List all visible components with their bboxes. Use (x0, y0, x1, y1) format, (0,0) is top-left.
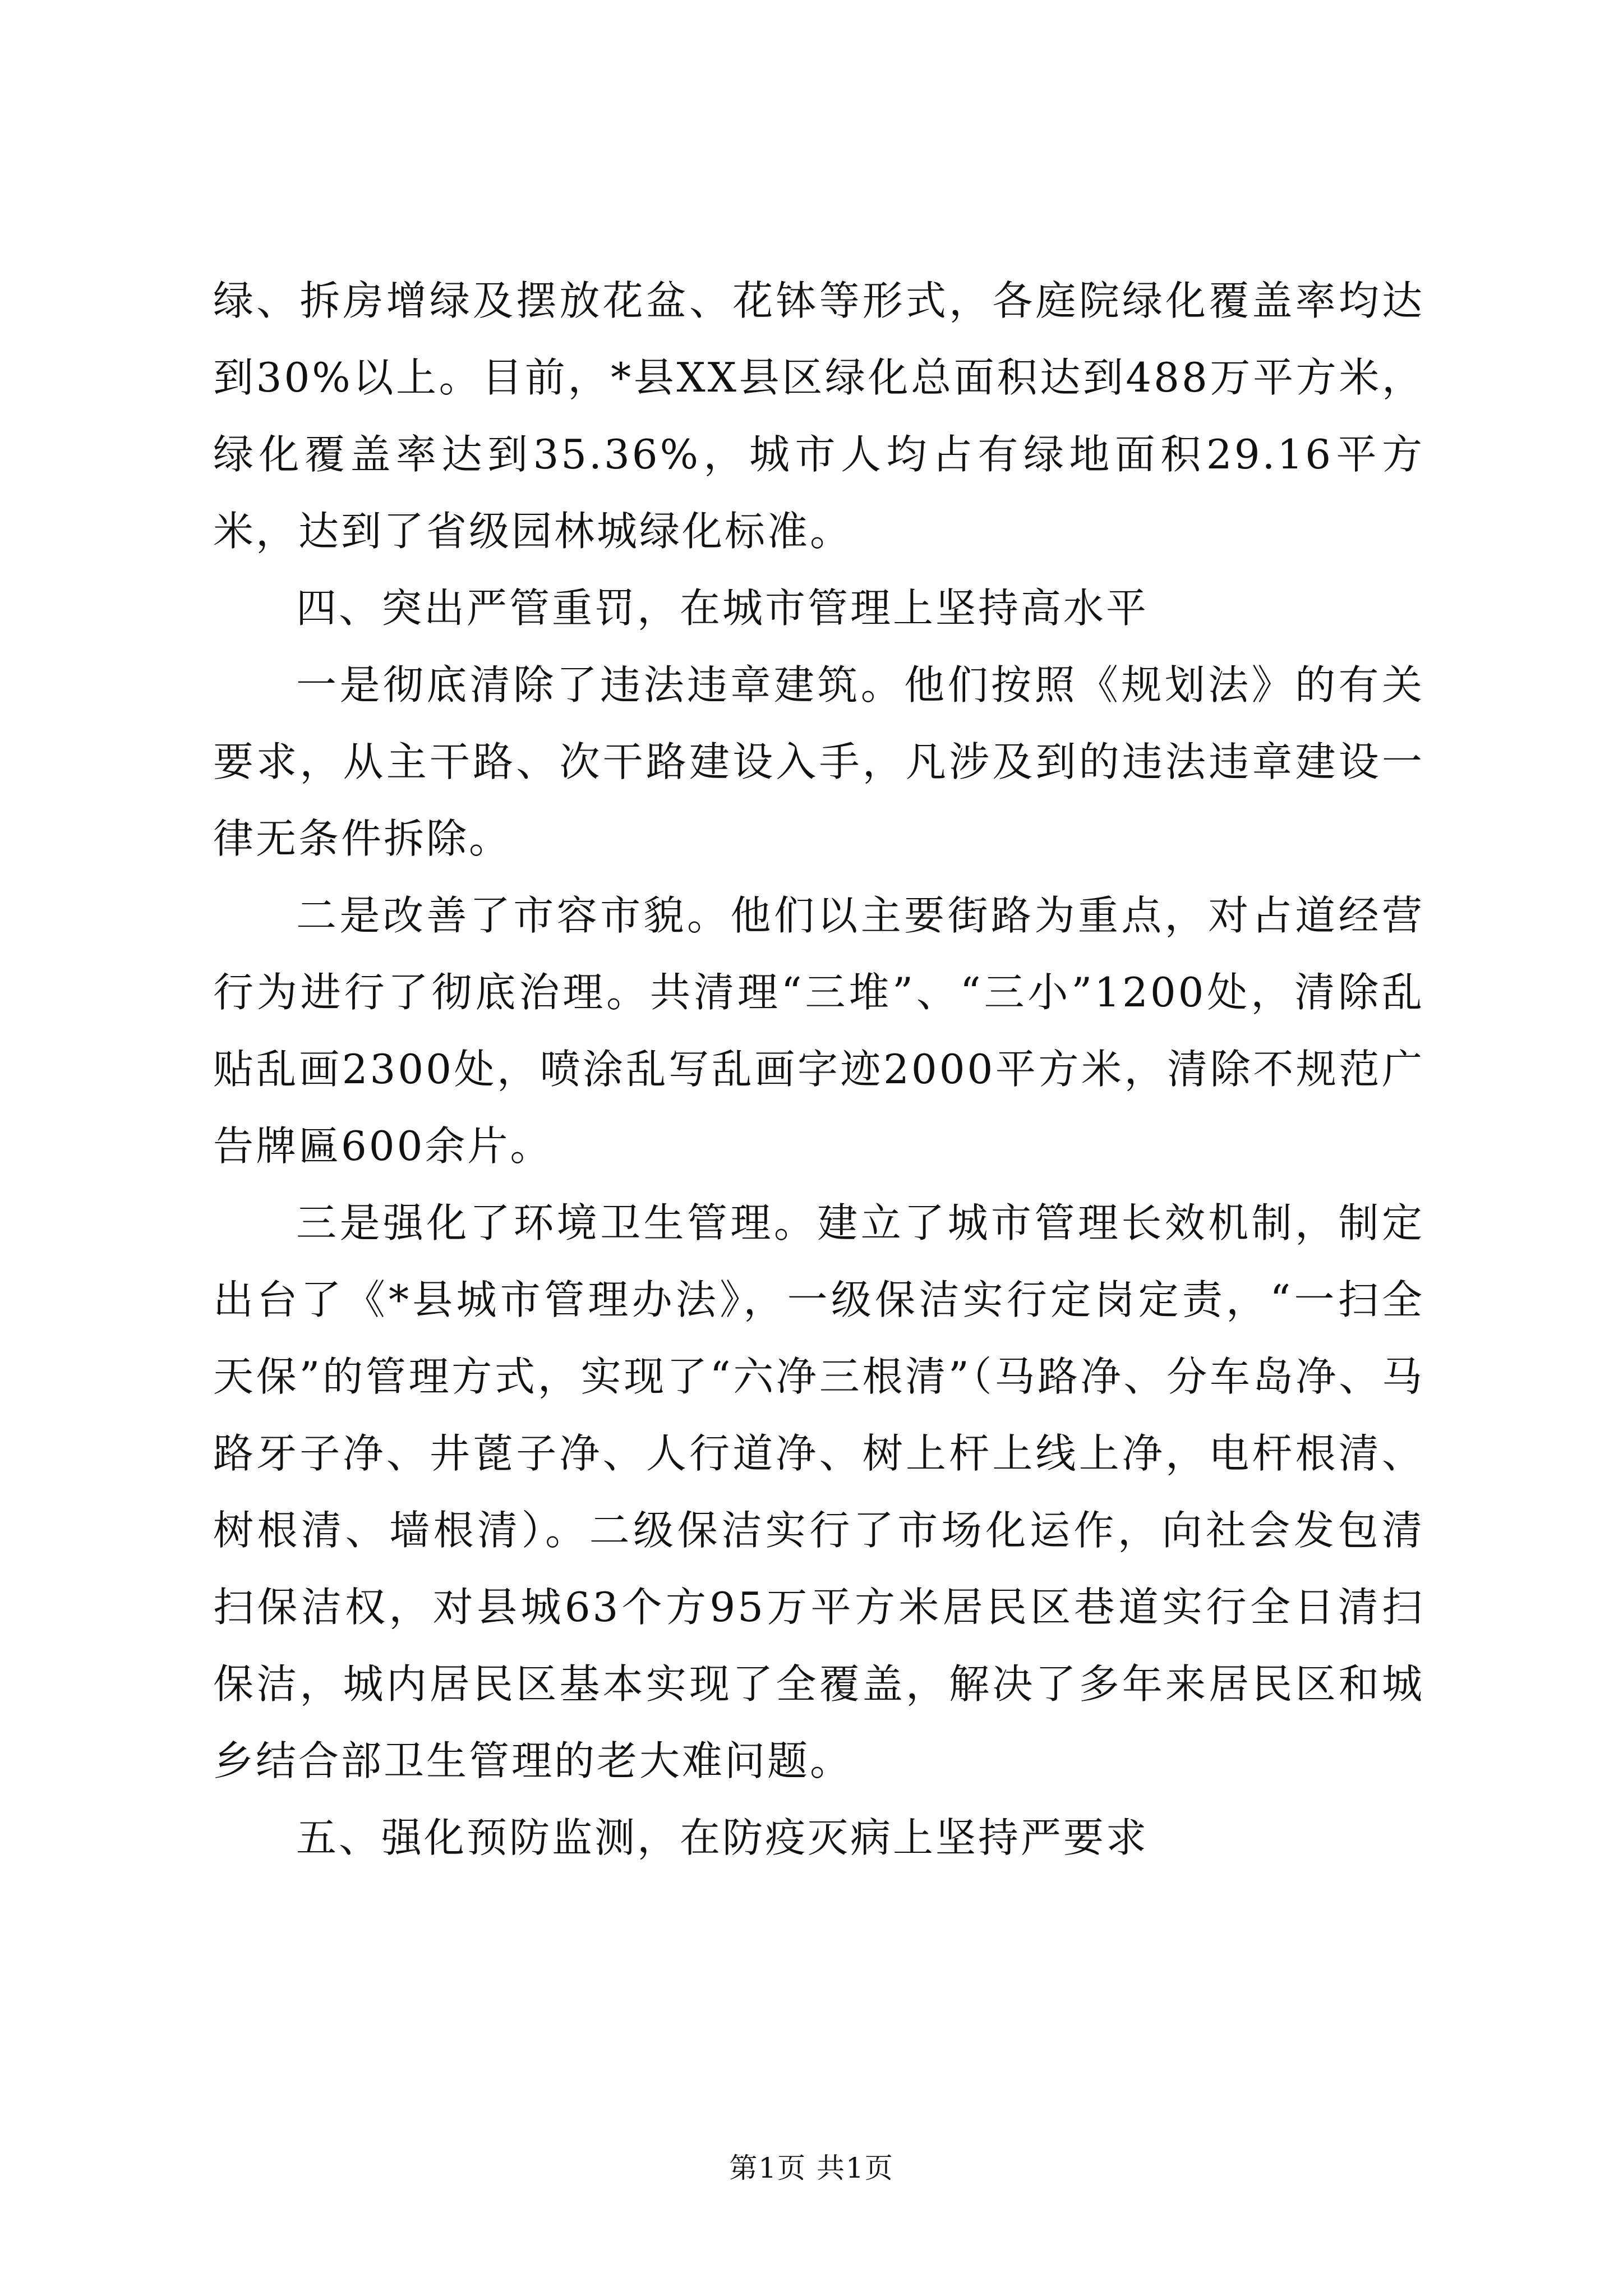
paragraph-greening-results: 绿、拆房增绿及摆放花盆、花钵等形式，各庭院绿化覆盖率均达到30%以上。目前，*县XX县区绿化总面积达到488万平方米，绿化覆盖率达到35.36%，城市人均占有绿地面积29.16平方米，达到了省级园林城绿化标准。 (213, 277, 1424, 555)
paragraph-illegal-buildings: 一是彻底清除了违法违章建筑。他们按照《规划法》的有关要求，从主干路、次干路建设入手，凡涉及到的违法违章建设一律无条件拆除。 (213, 661, 1424, 862)
section-heading-city-management: 四、突出严管重罚，在城市管理上坚持高水平 (296, 585, 1149, 632)
section-heading-epidemic-prevention: 五、强化预防监测，在防疫灭病上坚持严要求 (296, 1814, 1149, 1861)
page-number-footer: 第1页 共1页 (729, 2152, 894, 2184)
paragraph-city-appearance: 二是改善了市容市貌。他们以主要街路为重点，对占道经营行为进行了彻底治理。共清理“三堆”、“三小”1200处，清除乱贴乱画2300处，喷涂乱写乱画字迹2000平方米，清除不规范广告牌匾600余片。 (213, 892, 1424, 1170)
document-body (213, 263, 1424, 1876)
paragraph-sanitation-management: 三是强化了环境卫生管理。建立了城市管理长效机制，制定出台了《*县城市管理办法》，一级保洁实行定岗定责，“一扫全天保”的管理方式，实现了“六净三根清”（马路净、分车岛净、马路牙子净、井蓖子净、人行道净、树上杆上线上净，电杆根清、树根清、墙根清）。二级保洁实行了市场化运作，向社会发包清扫保洁权，对县城63个方95万平方米居民区巷道实行全日清扫保洁，城内居民区基本实现了全覆盖，解决了多年来居民区和城乡结合部卫生管理的老大难问题。 (213, 1199, 1424, 1784)
